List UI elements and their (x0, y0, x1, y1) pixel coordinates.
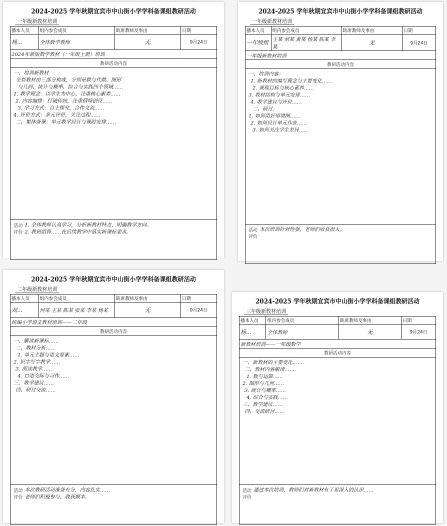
note-line: 一、新教材的主要变化…… (242, 360, 303, 366)
date-value: 9月24日 (402, 34, 435, 51)
note-line: 三、教学建议…… (13, 380, 54, 387)
note-line: 一、培训内容： (248, 71, 284, 77)
note-line: 2. 如何设计单元作业…… (250, 120, 307, 126)
note-line: 1. 新教材的编写理念与主要变化…… (250, 78, 332, 84)
evaluation-area (10, 220, 217, 260)
note-line: 4. 教学建议与评价…… (250, 99, 302, 105)
header-presenter-label: 播本人员 (10, 294, 38, 302)
note-line: 一、培训新教材 (13, 70, 49, 76)
topic-value: 2024年新版数学教材（一年级上册）培训 (10, 49, 216, 58)
header-date-label: 日期 (181, 294, 217, 302)
info-table (10, 294, 217, 327)
training-tag: 三年级新教材培训 (246, 309, 286, 315)
header-members-label: 组内参会成员 (266, 316, 339, 324)
note-line: 三、教学建议…… (242, 402, 283, 408)
notes-area (10, 68, 217, 220)
note-line: 1. 单元主题与语文要素…… (17, 352, 80, 358)
absent-value: 无 (115, 34, 181, 49)
note-line: 3. 统计与概率…… (244, 388, 286, 394)
note-line: 二、研讨： (252, 106, 278, 112)
sheet-content (3, 270, 224, 523)
content-section-title: 教研活动内容 (239, 349, 436, 358)
notes-area (245, 69, 436, 225)
note-line: 与几何、统计与概率、综合与实践四个领域…… (17, 84, 124, 90)
note-line: 全套教材由三部分构成，分别是数与代数、图形 (15, 77, 122, 83)
evaluation-label: 活动评价 (248, 228, 258, 240)
note-line: 二、教材内容解读…… (244, 367, 295, 373)
note-line: 4. 口语交际与习作…… (17, 373, 70, 379)
topic-value: 统编小学语文教材培训——二年级 (10, 317, 216, 326)
absent-value: 无 (342, 34, 403, 51)
evaluation-label: 活动评价 (13, 223, 23, 236)
header-date-label: 日期 (181, 26, 217, 34)
training-tag: 二年级新教材培训 (15, 285, 59, 293)
evaluation-line: 2. 教研组将……在后续教学中落实新课标要求。 (24, 229, 132, 236)
header-members-label: 组内参会成员 (271, 26, 341, 34)
topic-value: 新教材培训——一年级数学 (239, 339, 436, 348)
sheet-content (232, 292, 443, 523)
note-line: 3. 阅读教学…… (15, 366, 53, 372)
notes-area (10, 336, 217, 485)
date-value: 9月24日 (181, 302, 217, 317)
members-value: 王某 刘某 黄某 杨某 陈某 李某 (271, 34, 341, 51)
evaluation-body (25, 222, 214, 257)
sheet-top-right (238, 2, 443, 261)
content-section-title: 教研活动内容 (10, 327, 217, 336)
sheet-bottom-left (3, 270, 224, 523)
info-table (239, 316, 436, 349)
evaluation-body (254, 487, 433, 522)
presenter-value: 一年级组 (245, 34, 271, 51)
sheet-title: 2024-2025 学年秋期宜宾市中山街小学学科备课组教研活动 (31, 8, 196, 16)
header-absent-label: 缺席教师及事由 (339, 316, 402, 324)
header-date-label: 日期 (401, 316, 435, 324)
note-line: 2. 课程目标与核心素养…… (252, 85, 314, 91)
sheet-content (3, 2, 224, 258)
topic-value: 一年级新教材培训 (245, 51, 436, 60)
note-line: 2. 图形与几何…… (242, 381, 284, 387)
header-presenter-label: 播本人员 (239, 316, 266, 324)
note-line: 3. 教材结构与单元安排…… (248, 92, 310, 98)
header-presenter-label: 播本人员 (10, 26, 38, 34)
header-absent-label: 缺席教师及事由 (115, 26, 181, 34)
evaluation-label: 活动评价 (13, 488, 23, 501)
note-line: 2. 识字写字教学…… (13, 359, 61, 365)
content-section-title: 教研活动内容 (10, 59, 217, 68)
presenter-value: 刘… (10, 302, 38, 317)
sheet-title: 2024-2025 学年秋期宜宾市中山街小学学科备课组教研活动 (255, 298, 420, 305)
note-line: 3. 学习方式：自主探究，合作交流…… (17, 105, 105, 111)
absent-value: 无 (115, 302, 181, 317)
presenter-value: 杨… (239, 324, 266, 339)
evaluation-line: 本次教研活动准备充分，内容扎实…… (24, 487, 110, 494)
members-value: 何某 王某 陈某 张某 李某 杨某 (38, 302, 114, 317)
note-line: 2. 内容编排：打破传统，注重情境创设…… (15, 98, 113, 104)
note-line: 1. 数与运算…… (246, 374, 283, 380)
header-absent-label: 缺席教师及事由 (342, 26, 403, 34)
sheet-top-left (3, 2, 224, 257)
note-line: 四、研讨交流…… (15, 387, 56, 394)
evaluation-line: 老师们积极参与，收获颇丰。 (24, 494, 90, 501)
sheet-title: 2024-2025 学年秋期宜宾市中山街小学学科备课组教研活动 (258, 8, 423, 15)
date-value: 9月24日 (401, 324, 435, 339)
note-line: 4. 评价方式：多元评价，关注过程…… (13, 112, 101, 119)
note-line: 1. 如何用好情境图…… (248, 113, 300, 119)
content-section-title: 教研活动内容 (245, 60, 436, 69)
evaluation-line: 本次培训针对性强，老师们收获很大。 (259, 227, 345, 233)
header-absent-label: 缺席教师及事由 (115, 294, 181, 302)
header-presenter-label: 播本人员 (245, 26, 271, 34)
presenter-value: 杨… (10, 34, 38, 49)
info-table (10, 26, 217, 59)
sheet-title: 2024-2025 学年秋期宜宾市中山街小学学科备课组教研活动 (31, 276, 196, 284)
evaluation-area (245, 225, 436, 265)
info-table (245, 26, 436, 60)
date-value: 9月24日 (181, 34, 217, 49)
evaluation-line: 1. 全体教师认真学习，分析新教材特点，明确教学方向。 (24, 222, 152, 229)
evaluation-body (25, 487, 214, 522)
note-line: 二、教材分析…… (15, 345, 56, 351)
header-date-label: 日期 (402, 26, 435, 34)
training-tag: 一年级新教材培训 (252, 19, 292, 25)
note-line: 一、解读新课标…… (13, 338, 59, 344)
evaluation-line: 通过本次培训，教师们对新教材有了更深入的认识…… (253, 487, 374, 493)
evaluation-body (260, 227, 433, 262)
absent-value: 无 (339, 324, 402, 339)
training-tag: 一年级新教材培训 (15, 17, 59, 25)
evaluation-area (239, 485, 436, 525)
note-line: 二、集体备课：单元教学设计与课时安排…… (15, 119, 117, 126)
note-line: 1. 教学理念：以学生为中心，注重核心素养…… (13, 91, 121, 97)
members-value: 全体数学教师 (38, 34, 114, 49)
evaluation-label: 活动评价 (242, 488, 252, 500)
header-members-label: 组内参会成员 (38, 294, 114, 302)
header-members-label: 组内参会成员 (38, 26, 114, 34)
note-line: 四、交流研讨…… (244, 409, 285, 415)
note-line: 4. 综合与实践…… (246, 395, 288, 401)
notes-area (239, 358, 436, 486)
evaluation-area (10, 485, 217, 525)
sheet-bottom-right (232, 292, 443, 523)
members-value: 全体教师 (266, 324, 339, 339)
note-line: 3. 如何关注学生差异…… (252, 127, 309, 133)
sheet-content (238, 2, 443, 261)
